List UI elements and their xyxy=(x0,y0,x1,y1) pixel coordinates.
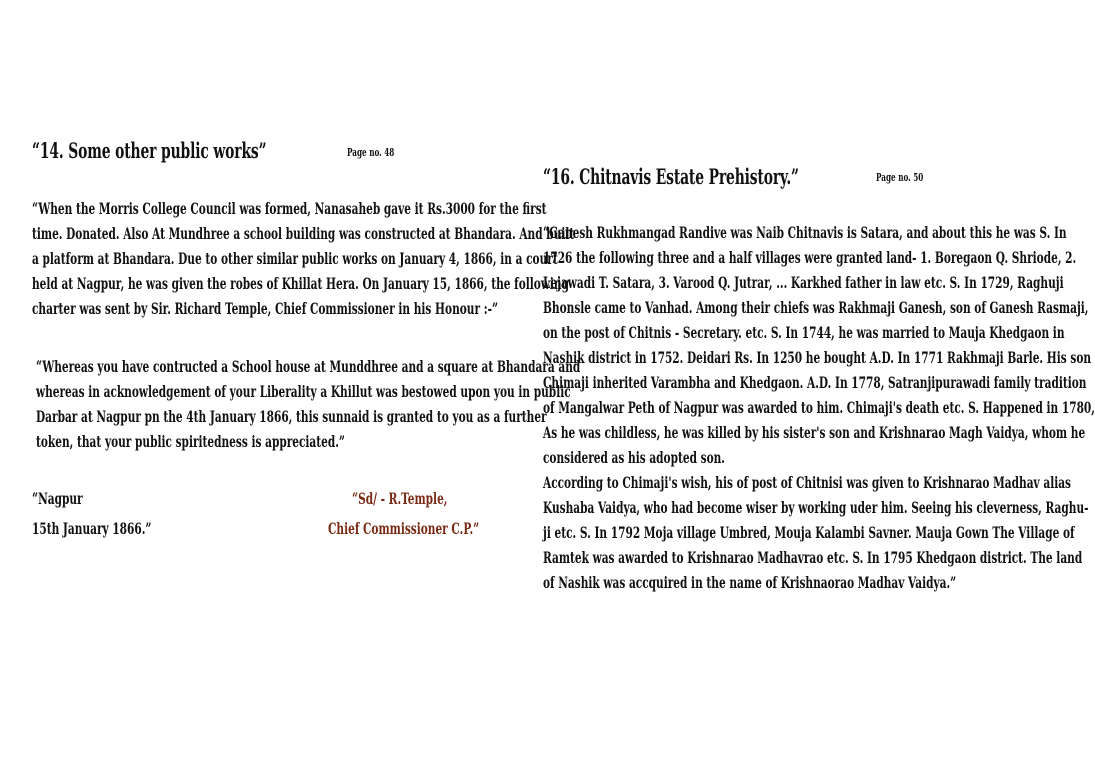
text-line: Chimaji inherited Varambha and Khedgaon. A.D. In 1778, Satranjipurawadi family tradition xyxy=(543,373,1087,392)
section-14-paragraph-1 xyxy=(32,196,574,321)
signature-name: “Sd/ - R.Temple, xyxy=(352,489,448,508)
text-line: of Nashik was accquired in the name of Krishnaorao Madhav Vaidya.” xyxy=(543,573,957,592)
text-line: Bhonsle came to Vanhad. Among their chiefs was Rakhmaji Ganesh, son of Ganesh Rasmaji, xyxy=(543,298,1089,317)
text-line: According to Chimaji's wish, his of post of Chitnisi was given to Krishnarao Madhav alias xyxy=(543,473,1071,492)
text-line: on the post of Chitnis - Secretary. etc. S. In 1744, he was married to Mauja Khedgaon in xyxy=(543,323,1065,342)
text-line: Kushaba Vaidya, who had become wiser by working uder him. Seeing his cleverness, Raghu- xyxy=(543,498,1089,517)
text-line: token, that your public spiritedness is appreciated.” xyxy=(36,432,346,451)
signature-date: 15th January 1866.” xyxy=(32,519,152,538)
text-line: “Ganesh Rukhmangad Randive was Naib Chitnavis is Satara, and about this he was S. In xyxy=(543,223,1067,242)
text-line: “Whereas you have contructed a School house at Munddhree and a square at Bhandara and xyxy=(36,357,581,376)
text-line: “When the Morris College Council was formed, Nanasaheb gave it Rs.3000 for the first xyxy=(32,199,547,218)
text-line: Lejawadi T. Satara, 3. Varood Q. Jutrar, ... Karkhed father in law etc. S. In 1729, Raghuji xyxy=(543,273,1064,292)
text-line: time. Donated. Also At Mundhree a school building was constructed at Bhandara. And built xyxy=(32,224,575,243)
text-line: ji etc. S. In 1792 Moja village Umbred, Mouja Kalambi Savner. Mauja Gown The Village of xyxy=(543,523,1075,542)
signature-place: “Nagpur xyxy=(32,489,83,508)
text-line: As he was childless, he was killed by his sister's son and Krishnarao Magh Vaidya, whom he xyxy=(543,423,1086,442)
text-line: whereas in acknowledgement of your Liberality a Khillut was bestowed upon you in public xyxy=(36,382,571,401)
section-16-page-number: Page no. 50 xyxy=(876,171,924,184)
text-line: Ramtek was awarded to Krishnarao Madhavrao etc. S. In 1795 Khedgaon district. The land xyxy=(543,548,1083,567)
text-line: held at Nagpur, he was given the robes of Khillat Hera. On January 15, 1866, the following xyxy=(32,274,569,293)
text-line: Darbar at Nagpur pn the 4th January 1866, this sunnaid is granted to you as a further xyxy=(36,407,547,426)
text-line: of Mangalwar Peth of Nagpur was awarded to him. Chimaji's death etc. S. Happened in 1780, xyxy=(543,398,1095,417)
text-line: Nashik district in 1752. Deidari Rs. In 1250 he bought A.D. In 1771 Rakhmaji Barle. His son xyxy=(543,348,1092,367)
section-14-page-number: Page no. 48 xyxy=(347,146,395,159)
text-line: a platform at Bhandara. Due to other similar public works on January 4, 1866, in a court xyxy=(32,249,558,268)
section-14-charter-quote xyxy=(36,354,580,454)
text-line: 1726 the following three and a half villages were granted land- 1. Boregaon Q. Shriode, 2. xyxy=(543,248,1077,267)
signature-title: Chief Commissioner C.P.” xyxy=(328,519,480,538)
section-14-heading: “14. Some other public works” xyxy=(32,138,267,163)
text-line: charter was sent by Sir. Richard Temple, Chief Commissioner in his Honour :-” xyxy=(32,299,499,318)
section-16-heading: “16. Chitnavis Estate Prehistory.” xyxy=(543,164,799,189)
section-16-paragraph xyxy=(543,220,1095,595)
text-line: considered as his adopted son. xyxy=(543,448,725,467)
